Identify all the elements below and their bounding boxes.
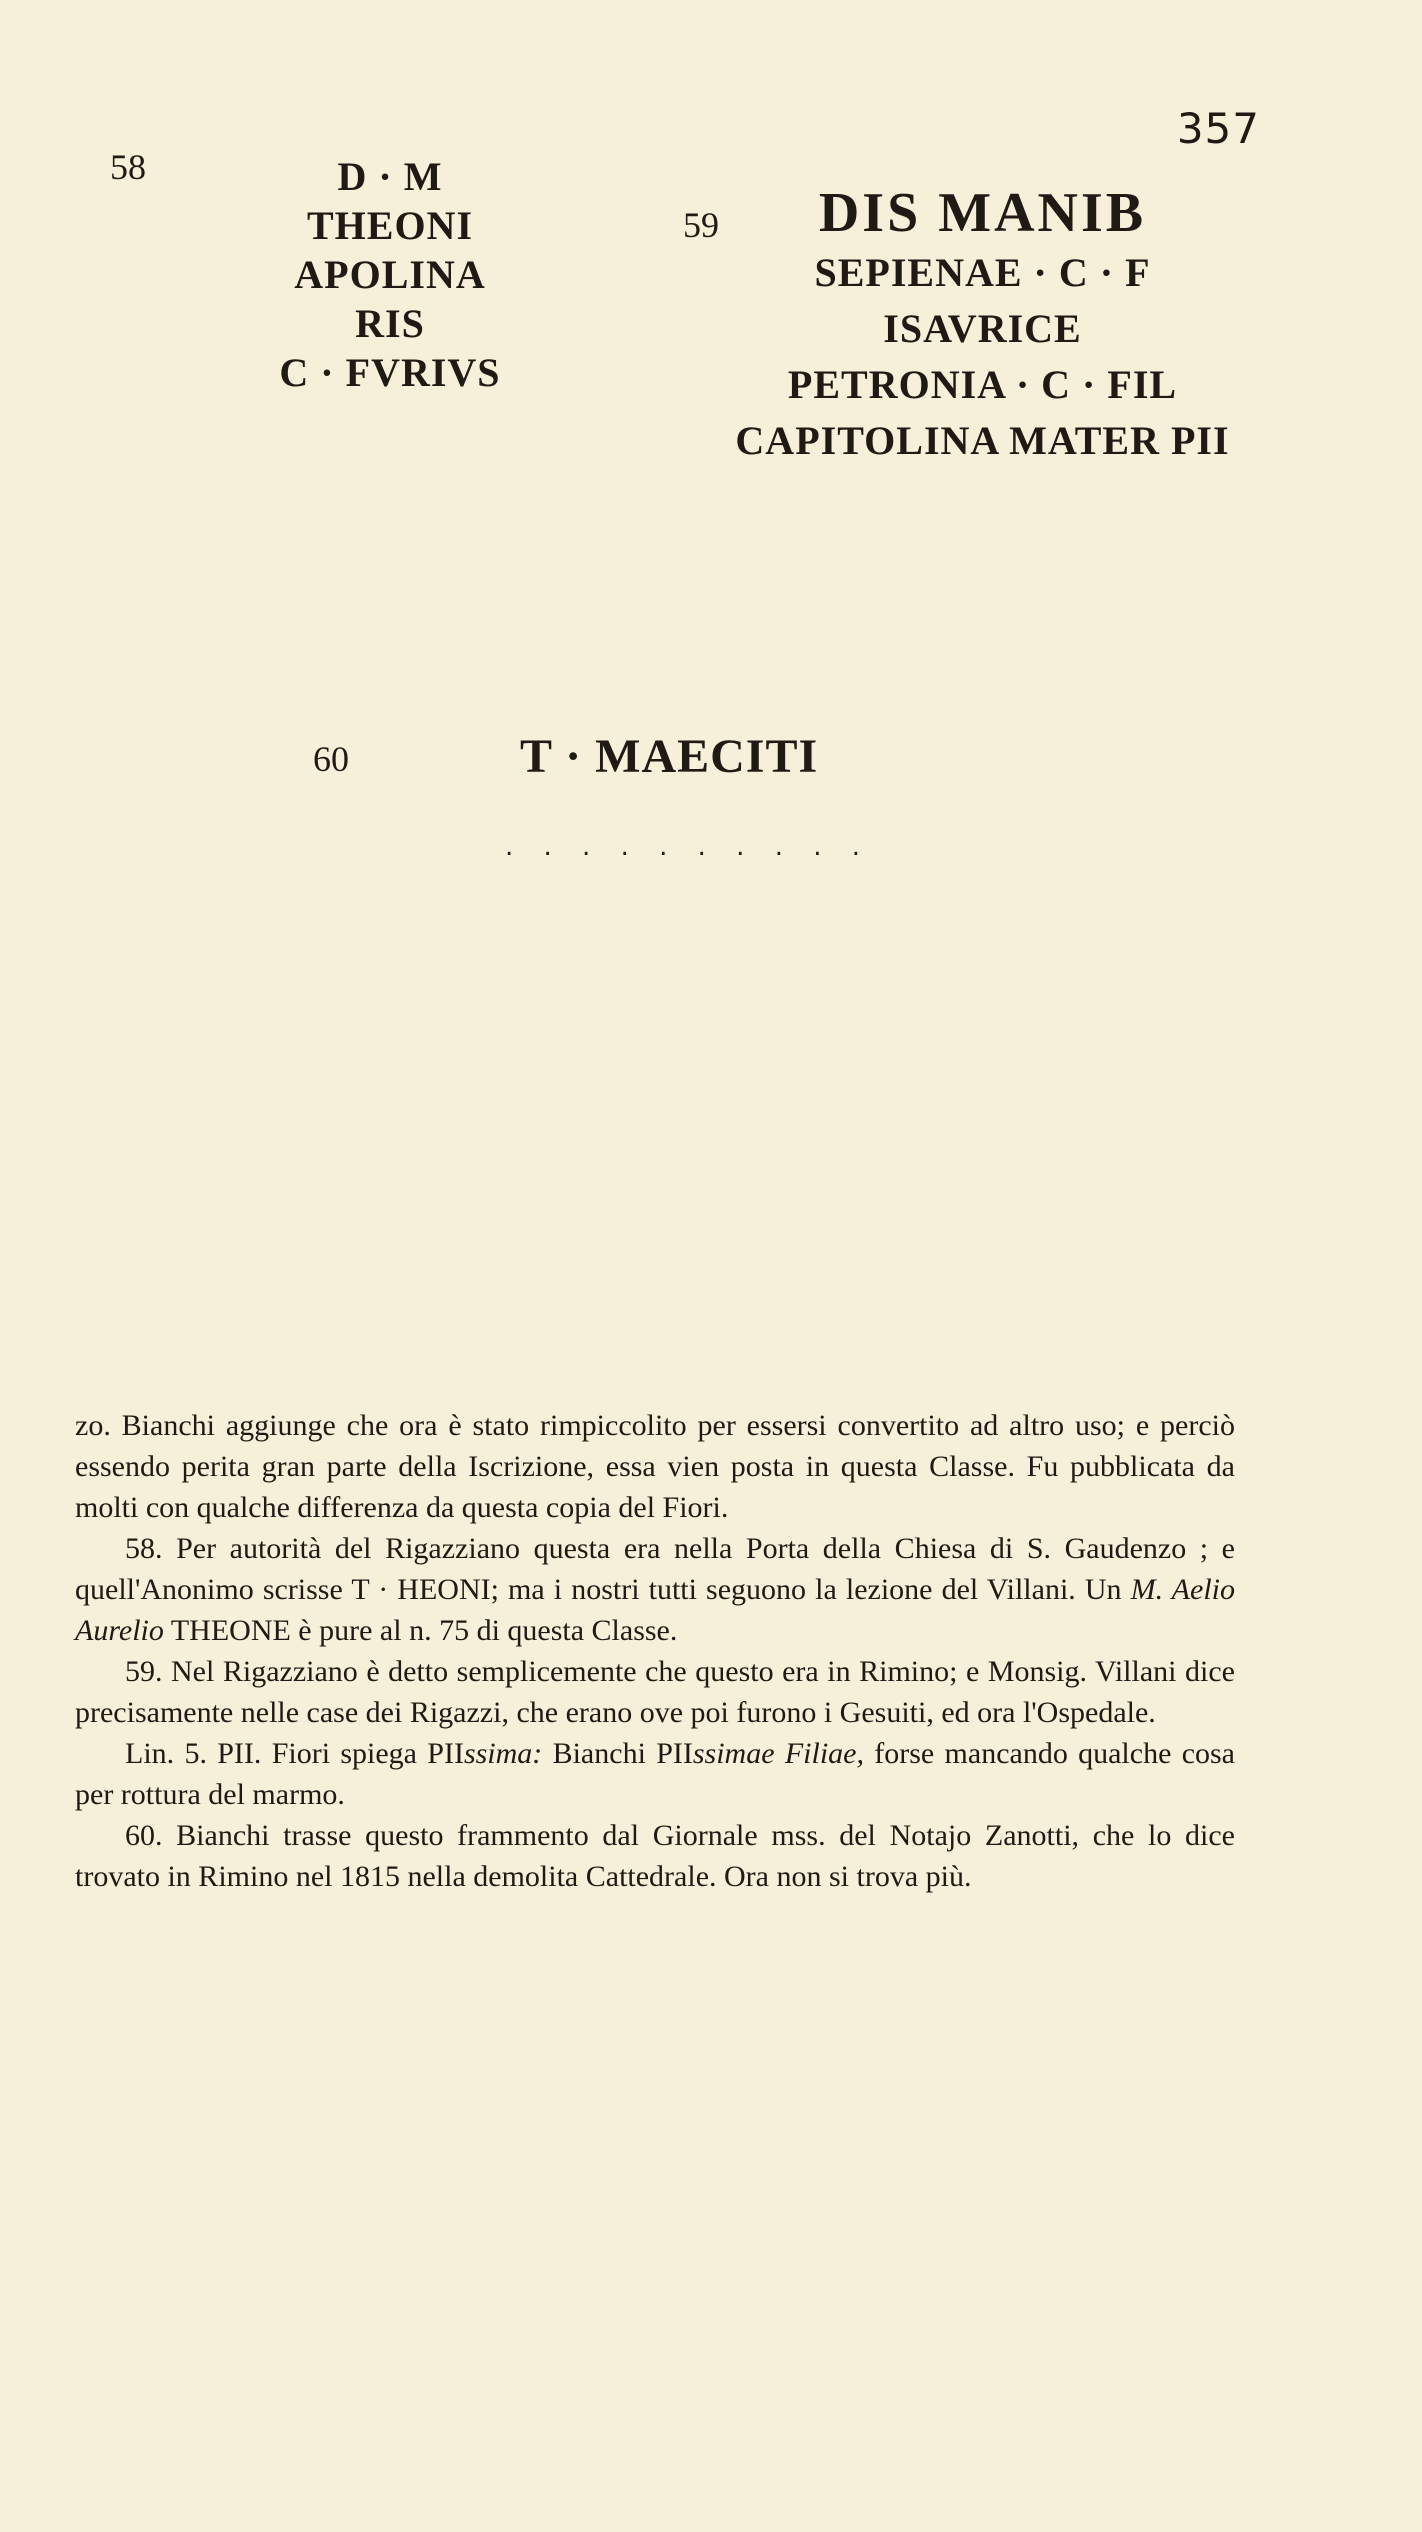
commentary: [75, 1405, 1235, 1897]
inscription-line: ISAVRICE: [883, 306, 1082, 351]
page-number: 357: [1176, 104, 1260, 153]
commentary-paragraph-lin5: Lin. 5. PII. Fiori spiega PIIssima: Bianchi PIIssimae Filiae, forse mancando qualche cosa per rottura del marmo.: [75, 1737, 1236, 1811]
inscription-line: PETRONIA · C · FIL: [787, 362, 1178, 407]
inscription-line: DIS MANIB: [818, 182, 1147, 244]
inscription-line: C · FVRIVS: [279, 350, 501, 395]
inscription-line: CAPITOLINA MATER PII: [735, 418, 1230, 463]
inscription-60: [520, 727, 840, 787]
inscription-number-58: 58: [110, 147, 146, 187]
inscription-line: RIS: [355, 301, 425, 346]
lacuna-dots: . . . . . . . . . .: [505, 832, 872, 862]
inscription-line: D · M: [337, 154, 443, 199]
inscription-number-60: 60: [313, 739, 349, 779]
inscription-line: THEONI: [306, 203, 474, 248]
inscription-58: [275, 152, 505, 397]
inscription-number-59: 59: [683, 205, 719, 245]
inscription-59: [720, 183, 1245, 469]
inscription-line: APOLINA: [294, 252, 486, 297]
inscription-line: SEPIENAE · C · F: [814, 250, 1151, 295]
commentary-paragraph: zo. Bianchi aggiunge che ora è stato rimpiccolito per essersi convertito ad altro uso; e perciò essendo perita gran parte della Iscrizione, essa vien posta in questa Classe. Fu pubblicata da molti con qualche differenza da questa copia del Fiori.: [75, 1409, 1235, 1524]
commentary-paragraph-58: 58. Per autorità del Rigazziano questa era nella Porta della Chiesa di S. Gaudenzo ; e quell'Anonimo scrisse T · HEONI; ma i nostri tutti seguono la lezione del Villani. Un M. Aelio Aurelio THEONE è pure al n. 75 di questa Classe.: [75, 1532, 1235, 1647]
commentary-paragraph-60: 60. Bianchi trasse questo frammento dal Giornale mss. del Notajo Zanotti, che lo dice trovato in Rimino nel 1815 nella demolita Cattedrale. Ora non si trova più.: [75, 1819, 1235, 1893]
inscription-line: T · MAECITI: [520, 730, 819, 783]
commentary-paragraph-59: 59. Nel Rigazziano è detto semplicemente che questo era in Rimino; e Monsig. Villani dice precisamente nelle case dei Rigazzi, che erano ove poi furono i Gesuiti, ed ora l'Ospedale.: [75, 1655, 1235, 1729]
